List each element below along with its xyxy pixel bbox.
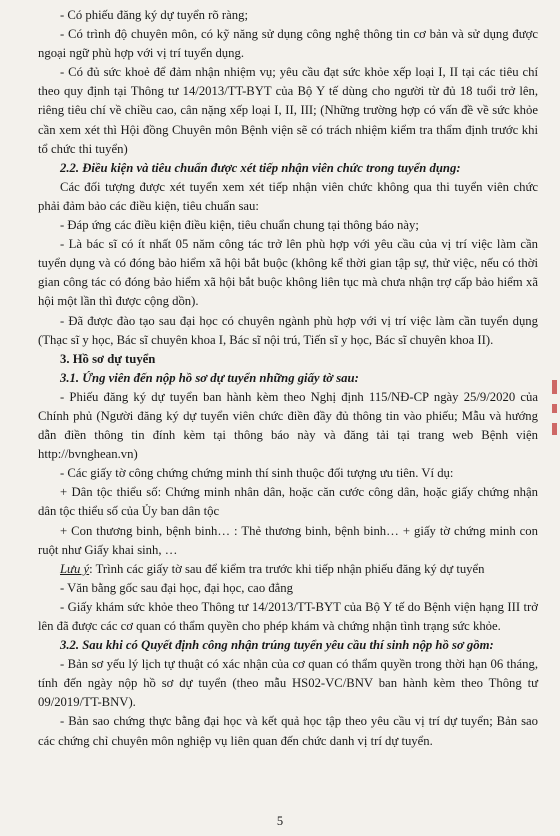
paragraph: Các đối tượng được xét tuyển xem xét tiếp nhận viên chức không qua thi tuyển viên chức phải đảm bảo các điều kiện, tiêu chuẩn sau: [38,179,538,213]
paragraph: - Bản sao chứng thực bằng đại học và kết quả học tập theo yêu cầu vị trí dự tuyển; Bản sao các chứng chỉ chuyên môn nghiệp vụ liên quan đến chức danh vị trí dự tuyển. [38,714,538,748]
paragraph: - Có trình độ chuyên môn, có kỹ năng sử dụng công nghệ thông tin cơ bản và sử dụng được ngoại ngữ phù hợp với vị trí tuyển dụng. [38,27,538,61]
paragraph: - Đáp ứng các điều kiện điều kiện, tiêu chuẩn chung tại thông báo này; [60,218,419,233]
paragraph: - Là bác sĩ có ít nhất 05 năm công tác trở lên phù hợp với yêu cầu của vị trí việc làm cần tuyển dụng và có đóng bảo hiểm xã hội bắt buộc (không kể thời gian tập sự, thử việc, nếu có thời gian công tác có đóng bảo hiểm xã hội bắt buộc không liên tục mà chưa nhận trợ cấp bảo hiểm xã hội một lần thì được cộng dồn). [38,237,538,309]
note-paragraph [38,560,538,579]
paragraph: - Giấy khám sức khỏe theo Thông tư 14/2013/TT-BYT của Bộ Y tế do Bệnh viện hạng III trở lên đã được các cơ quan có thẩm quyền cho phép khám và chứng nhận tình trạng sức khỏe. [38,599,538,633]
paragraph: - Đã được đào tạo sau đại học có chuyên ngành phù hợp với vị trí việc làm cần tuyển dụng (Thạc sĩ y học, Bác sĩ chuyên khoa I, Bác sĩ nội trú, Tiến sĩ y học, Bác sĩ chuyên khoa II). [38,313,538,347]
binding-edge-marks [550,380,559,480]
subheading-3-2: 3.2. Sau khi có Quyết định công nhận trúng tuyển yêu cầu thí sinh nộp hồ sơ gồm: [60,638,494,653]
paragraph: - Có phiếu đăng ký dự tuyển rõ ràng; [60,8,248,22]
paragraph: - Có đủ sức khoẻ để đảm nhận nhiệm vụ; yêu cầu đạt sức khỏe xếp loại I, II tại các tiêu chí theo quy định tại Thông tư 14/2013/TT-BYT của Bộ Y tế dùng cho người từ đủ 18 tuổi trở lên, riêng tiêu chí về chiều cao, cân nặng xếp loại I, II, III; (Những trường hợp có vấn đề về sức khỏe cần xem xét thì Hội đồng Chuyên môn Bệnh viện sẽ có trách nhiệm kiểm tra thẩm định trước khi tổ chức thi tuyển) [38,65,538,156]
paragraph: - Các giấy tờ công chứng chứng minh thí sinh thuộc đối tượng ưu tiên. Ví dụ: [60,466,454,481]
subheading-3-1: 3.1. Ứng viên đến nộp hồ sơ dự tuyển những giấy tờ sau: [60,370,359,385]
subheading-2-2: 2.2. Điều kiện và tiêu chuẩn được xét tiếp nhận viên chức trong tuyển dụng: [60,160,461,175]
note-label: Lưu ý [60,561,90,576]
page-number: 5 [276,814,284,828]
section-heading-3: 3. Hồ sơ dự tuyển [60,351,156,366]
paragraph: - Phiếu đăng ký dự tuyển ban hành kèm theo Nghị định 115/NĐ-CP ngày 25/9/2020 của Chính phủ (Người đăng ký dự tuyển viên chức điền đầy đủ thông tin vào phiếu; Mẫu và hướng dẫn điền thông tin đính kèm tại thông báo này và đăng tải tại trang web Bệnh viện http://bvnghean.vn) [38,389,538,462]
paragraph: - Văn bằng gốc sau đại học, đại học, cao đẳng [60,580,293,595]
paragraph: - Bản sơ yếu lý lịch tự thuật có xác nhận của cơ quan có thẩm quyền trong thời hạn 06 tháng, tính đến ngày nộp hồ sơ dự tuyển (theo mẫu HS02-VC/BNV ban hành kèm theo Thông tư 09/2019/TT-BNV). [38,657,538,710]
note-text: : Trình các giấy tờ sau để kiểm tra trước khi tiếp nhận phiếu đăng ký dự tuyển [89,561,485,576]
paragraph: + Dân tộc thiểu số: Chứng minh nhân dân, hoặc căn cước công dân, hoặc giấy chứng nhận dân tộc thiểu số của Ủy ban dân tộc [38,485,538,519]
paragraph: + Con thương binh, bệnh binh… : Thẻ thương binh, bệnh binh… + giấy tờ chứng minh con ruột như Giấy khai sinh, … [38,523,538,557]
